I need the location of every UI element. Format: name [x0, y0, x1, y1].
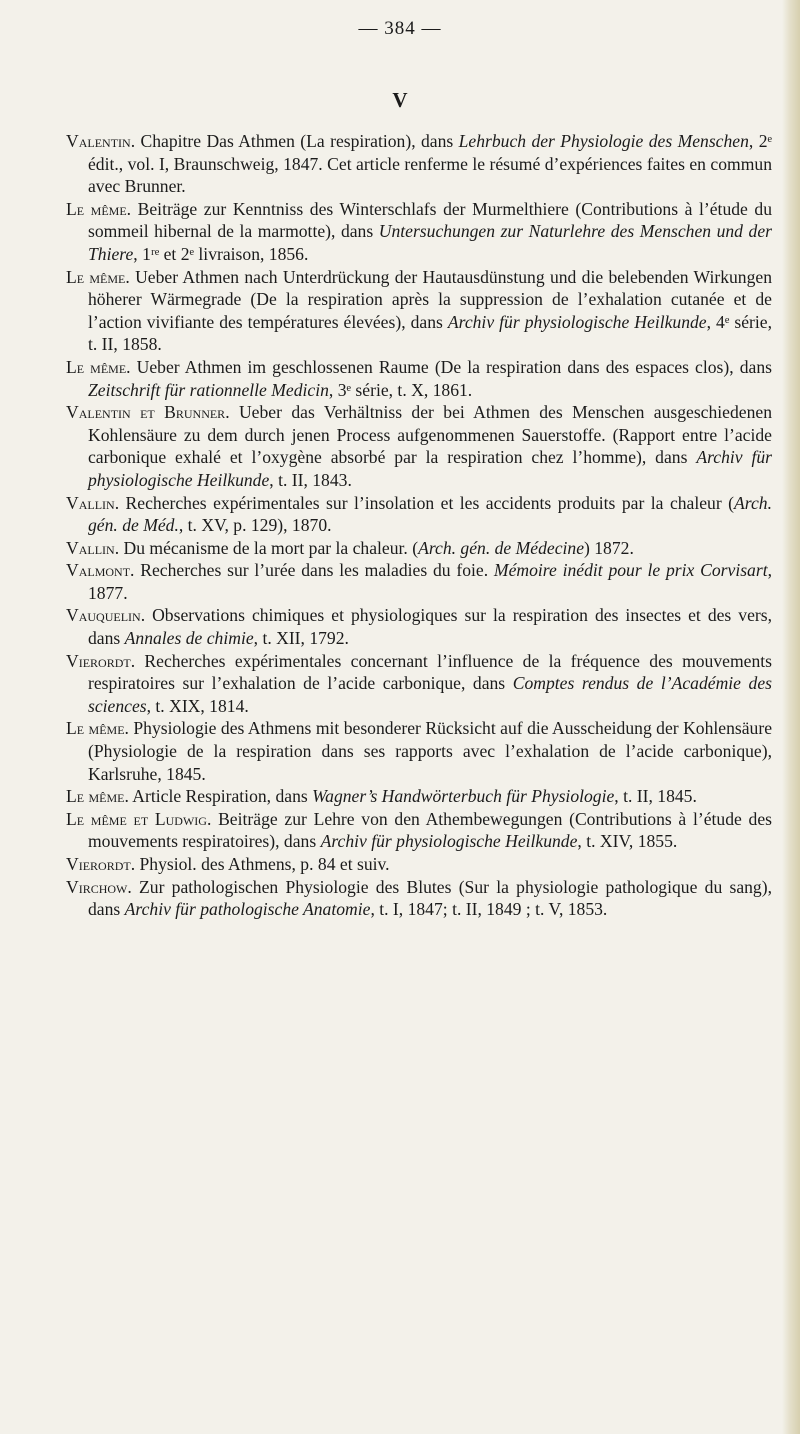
bibliography-entry	[66, 876, 772, 921]
bibliography-list	[66, 130, 772, 921]
bibliography-entry	[66, 717, 772, 785]
entry-publication-title: Zeitschrift für rationnelle Medicin	[88, 379, 329, 400]
bibliography-entry	[66, 853, 772, 876]
entry-text: Recherches expérimentales concernant l’influence de la fréquence des mouvements respiratoires sur l’exhalation de l’acide carbonique, dans	[88, 650, 772, 694]
entry-author: Le même.	[66, 718, 129, 739]
entry-text: Physiol. des Athmens, p. 84 et suiv.	[135, 854, 390, 874]
entry-publication-title: Untersuchungen zur Naturlehre des Menschen und der Thiere	[88, 221, 772, 264]
entry-publication-title: Archiv für physiologische Heilkunde	[88, 447, 772, 490]
entry-publication-title: Mémoire inédit pour le prix Corvisart	[493, 560, 768, 581]
entry-text: Recherches expérimentales sur l’insolation et les accidents produits par la chaleur (	[119, 492, 735, 513]
entry-text: Recherches sur l’urée dans les maladies du foie.	[134, 560, 494, 581]
entry-text: Article Respiration, dans	[128, 786, 313, 807]
entry-text: Du mécanisme de la mort par la chaleur. (	[119, 537, 419, 558]
entry-text: , t. XV, p. 129), 1870.	[178, 515, 332, 536]
entry-text: Chapitre Das Athmen (La respiration), dans	[135, 131, 459, 151]
entry-author: Vallin.	[66, 492, 120, 513]
entry-publication-title: Lehrbuch der Physiologie des Menschen	[458, 131, 749, 151]
bibliography-entry	[66, 537, 772, 560]
entry-text: Ueber das Verhältniss der bei Athmen des Menschen ausgeschiedenen Kohlensäure zu dem durch jenen Process aufgenommenen Sauerstoffe. (Rapport entre l’acide carbonique exhalé et l’oxygène absorbé par la respiration chez l’homme), dans	[88, 402, 772, 468]
entry-author: Virchow.	[66, 876, 132, 897]
bibliography-entry	[66, 785, 772, 808]
entry-text: , 4ᵉ série, t. II, 1858.	[88, 311, 772, 355]
entry-author: Vierordt.	[66, 650, 136, 671]
entry-text: , t. I, 1847; t. II, 1849 ; t. V, 1853.	[370, 899, 608, 920]
entry-author: Vierordt.	[66, 854, 136, 874]
entry-author: Le même et Ludwig.	[66, 808, 212, 829]
entry-publication-title: Archiv für pathologische Anatomie	[124, 899, 371, 920]
entry-publication-title: Arch. gén. de Médecine	[418, 537, 584, 558]
entry-publication-title: Archiv für physiologische Heilkunde	[320, 831, 578, 852]
entry-text: , t. II, 1843.	[269, 469, 352, 490]
bibliography-entry	[66, 198, 772, 266]
entry-publication-title: Archiv für physiologische Heilkunde	[447, 311, 707, 332]
entry-publication-title: Annales de chimie	[124, 628, 254, 649]
entry-author: Le même.	[66, 356, 131, 377]
entry-publication-title: Arch. gén. de Méd.	[88, 492, 772, 536]
entry-text: , t. II, 1845.	[614, 786, 697, 807]
bibliography-entry	[66, 492, 772, 537]
page-number: — 384 —	[358, 18, 442, 39]
entry-text: , 1ʳᵉ et 2ᵉ livraison, 1856.	[133, 243, 309, 264]
bibliography-entry	[66, 356, 772, 401]
bibliography-entry	[66, 604, 772, 649]
entry-text: , t. XIX, 1814.	[146, 695, 249, 716]
entry-text: Beiträge zur Kenntniss des Winterschlafs der Murmelthiere (Contributions à l’étude du sommeil hibernal de la marmotte), dans	[88, 198, 773, 242]
entry-text: Ueber Athmen nach Unterdrückung der Hautausdünstung und die belebenden Wirkungen höherer Wärmegrade (De la respiration après la suppression de l’exhalation cutanée et de l’action vivifiante des températures élevées), dans	[88, 266, 772, 332]
entry-text: Beiträge zur Lehre von den Athembewegungen (Contributions à l’étude des mouvements respiratoires), dans	[88, 808, 772, 852]
entry-text: , 1877.	[88, 560, 772, 603]
entry-text: Ueber Athmen im geschlossenen Raume (De la respiration dans des espaces clos), dans	[130, 356, 772, 377]
entry-text: , 2ᵉ édit., vol. I, Braunschweig, 1847. Cet article renferme le résumé d’expériences faites en commun avec Brunner.	[88, 131, 772, 197]
bibliography-entry	[66, 559, 772, 604]
bibliography-entry	[66, 401, 772, 491]
bibliography-entry	[66, 130, 772, 198]
bibliography-entry	[66, 650, 772, 718]
entry-text: , t. XII, 1792.	[253, 628, 349, 649]
bibliography-entry	[66, 266, 772, 356]
entry-text: Zur pathologischen Physiologie des Blutes (Sur la physiologie pathologique du sang), dans	[88, 876, 772, 920]
section-letter: V	[392, 88, 408, 112]
entry-author: Le même.	[66, 198, 132, 219]
entry-author: Valmont.	[66, 560, 135, 581]
entry-text: Observations chimiques et physiologiques sur la respiration des insectes et des vers, dans	[88, 605, 772, 649]
entry-text: , 3ᵉ série, t. X, 1861.	[328, 379, 473, 400]
entry-author: Vauquelin.	[66, 605, 146, 626]
entry-text: ) 1872.	[584, 537, 634, 558]
bibliography-entry	[66, 808, 772, 853]
entry-author: Vallin.	[66, 537, 120, 558]
entry-author: Valentin.	[66, 131, 136, 151]
entry-text: Physiologie des Athmens mit besonderer Rücksicht auf die Ausscheidung der Kohlensäure (Physiologie de la respiration dans ses rapports avec l’exhalation de l’acide carbonique), Karlsruhe, 1845.	[88, 718, 773, 784]
page-edge-shadow	[782, 0, 800, 1434]
entry-publication-title: Wagner’s Handwörterbuch für Physiologie	[312, 786, 615, 807]
entry-text: , t. XIV, 1855.	[577, 831, 678, 852]
entry-author: Le même.	[66, 266, 130, 287]
entry-publication-title: Comptes rendus de l’Académie des sciences	[88, 673, 772, 716]
entry-author: Valentin et Brunner.	[66, 402, 230, 423]
entry-author: Le même.	[66, 786, 129, 807]
